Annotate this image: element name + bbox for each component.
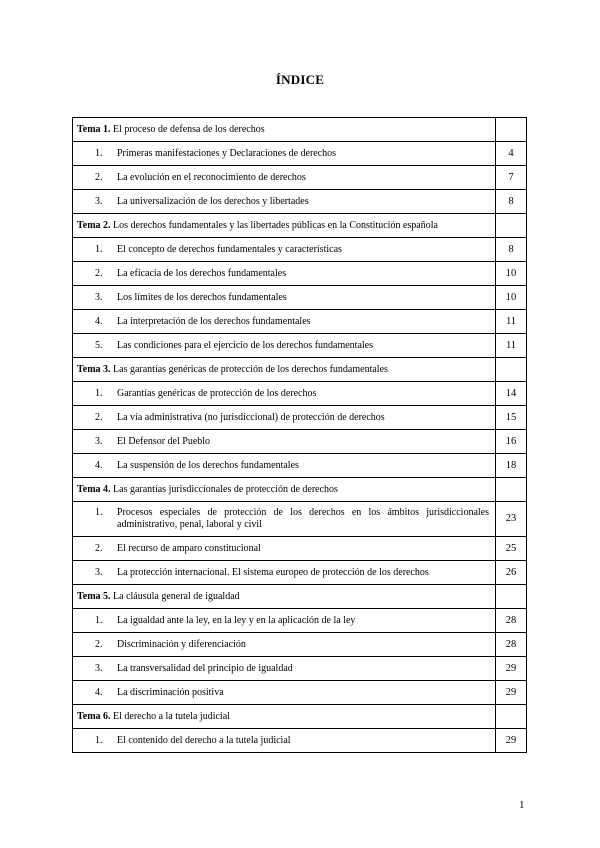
index-table (72, 117, 527, 753)
tema-title: Las garantías genéricas de protección de los derechos fundamentales (113, 363, 388, 375)
table-row (73, 454, 527, 478)
item-page: 11 (496, 310, 527, 334)
table-row (73, 729, 527, 753)
tema-page-cell (496, 358, 527, 382)
item-title: Procesos especiales de protección de los derechos en los ámbitos jurisdiccionales administrativo, penal, laboral y civil (117, 507, 489, 530)
item-number: 2. (95, 171, 103, 183)
item-number: 2. (95, 542, 103, 554)
tema-page-cell (496, 478, 527, 502)
table-row (73, 238, 527, 262)
item-title: Las condiciones para el ejercicio de los derechos fundamentales (117, 339, 374, 351)
item-number: 1. (95, 734, 103, 746)
item-page: 29 (496, 681, 527, 705)
tema-cell (73, 214, 496, 238)
item-title: La vía administrativa (no jurisdiccional) de protección de derechos (117, 411, 385, 423)
item-number: 3. (95, 291, 103, 303)
item-page: 26 (496, 561, 527, 585)
item-number: 2. (95, 638, 103, 650)
tema-title: La cláusula general de igualdad (113, 590, 240, 602)
tema-label: Tema 4. (77, 483, 111, 495)
item-number: 2. (95, 411, 103, 423)
item-title: La evolución en el reconocimiento de derechos (117, 171, 306, 183)
tema-cell (73, 118, 496, 142)
item-title: La eficacia de los derechos fundamentales (117, 267, 287, 279)
item-page: 16 (496, 430, 527, 454)
table-row (73, 142, 527, 166)
item-page: 25 (496, 537, 527, 561)
table-row (73, 190, 527, 214)
table-row (73, 657, 527, 681)
table-row (73, 681, 527, 705)
table-row (73, 561, 527, 585)
item-title: El Defensor del Pueblo (117, 435, 211, 447)
item-page: 28 (496, 609, 527, 633)
item-number: 4. (95, 686, 103, 698)
tema-row (73, 478, 527, 502)
item-title: El recurso de amparo constitucional (117, 542, 261, 554)
item-page: 10 (496, 262, 527, 286)
tema-label: Tema 2. (77, 219, 111, 231)
tema-label: Tema 3. (77, 363, 111, 375)
tema-row (73, 705, 527, 729)
item-number: 3. (95, 662, 103, 674)
tema-row (73, 214, 527, 238)
table-row (73, 609, 527, 633)
item-page: 8 (496, 190, 527, 214)
tema-title: El proceso de defensa de los derechos (113, 123, 265, 135)
tema-row (73, 585, 527, 609)
tema-cell (73, 705, 496, 729)
item-page: 29 (496, 729, 527, 753)
table-row (73, 334, 527, 358)
tema-cell (73, 585, 496, 609)
page-title: ÍNDICE (275, 72, 325, 87)
item-number: 3. (95, 566, 103, 578)
item-title: Garantías genéricas de protección de los derechos (117, 387, 317, 399)
item-page: 18 (496, 454, 527, 478)
item-page: 4 (496, 142, 527, 166)
tema-page-cell (496, 214, 527, 238)
tema-label: Tema 5. (77, 590, 111, 602)
item-title: La universalización de los derechos y libertades (117, 195, 309, 207)
item-number: 2. (95, 267, 103, 279)
table-row (73, 286, 527, 310)
item-number: 3. (95, 195, 103, 207)
tema-row (73, 358, 527, 382)
tema-title: Las garantías jurisdiccionales de protección de derechos (113, 483, 338, 495)
table-row (73, 633, 527, 657)
item-number: 1. (95, 147, 103, 159)
item-number: 1. (95, 243, 103, 255)
page-number: 1 (519, 799, 525, 811)
table-row (73, 166, 527, 190)
tema-cell (73, 358, 496, 382)
item-number: 1. (95, 387, 103, 399)
item-page: 29 (496, 657, 527, 681)
item-page: 7 (496, 166, 527, 190)
tema-row (73, 118, 527, 142)
item-title: Los límites de los derechos fundamentales (117, 291, 287, 303)
item-title: La suspensión de los derechos fundamentales (117, 459, 299, 471)
tema-title: El derecho a la tutela judicial (113, 710, 230, 722)
table-row (73, 262, 527, 286)
table-row (73, 430, 527, 454)
table-row (73, 537, 527, 561)
item-number: 4. (95, 459, 103, 471)
item-number: 5. (95, 339, 103, 351)
table-row (73, 310, 527, 334)
tema-page-cell (496, 585, 527, 609)
table-row (73, 502, 527, 537)
item-title: La igualdad ante la ley, en la ley y en la aplicación de la ley (117, 614, 356, 626)
item-number: 1. (95, 614, 103, 626)
item-title: El concepto de derechos fundamentales y características (117, 243, 342, 255)
table-row (73, 406, 527, 430)
item-number: 3. (95, 435, 103, 447)
item-title: Primeras manifestaciones y Declaraciones de derechos (117, 147, 337, 159)
item-title: La interpretación de los derechos fundamentales (117, 315, 311, 327)
item-page: 11 (496, 334, 527, 358)
item-title: La discriminación positiva (117, 686, 224, 698)
item-number: 4. (95, 315, 103, 327)
item-page: 8 (496, 238, 527, 262)
tema-title: Los derechos fundamentales y las libertades públicas en la Constitución española (113, 219, 438, 231)
item-page: 23 (496, 502, 527, 537)
item-number: 1. (95, 507, 103, 518)
item-title: La protección internacional. El sistema europeo de protección de los derechos (117, 566, 429, 578)
item-title: El contenido del derecho a la tutela judicial (117, 734, 291, 746)
item-title: Discriminación y diferenciación (117, 638, 246, 650)
item-title: La transversalidad del principio de igualdad (117, 662, 293, 674)
item-page: 10 (496, 286, 527, 310)
tema-cell (73, 478, 496, 502)
tema-label: Tema 1. (77, 123, 111, 135)
item-page: 15 (496, 406, 527, 430)
tema-page-cell (496, 705, 527, 729)
tema-label: Tema 6. (77, 710, 111, 722)
table-row (73, 382, 527, 406)
item-page: 28 (496, 633, 527, 657)
item-page: 14 (496, 382, 527, 406)
tema-page-cell (496, 118, 527, 142)
